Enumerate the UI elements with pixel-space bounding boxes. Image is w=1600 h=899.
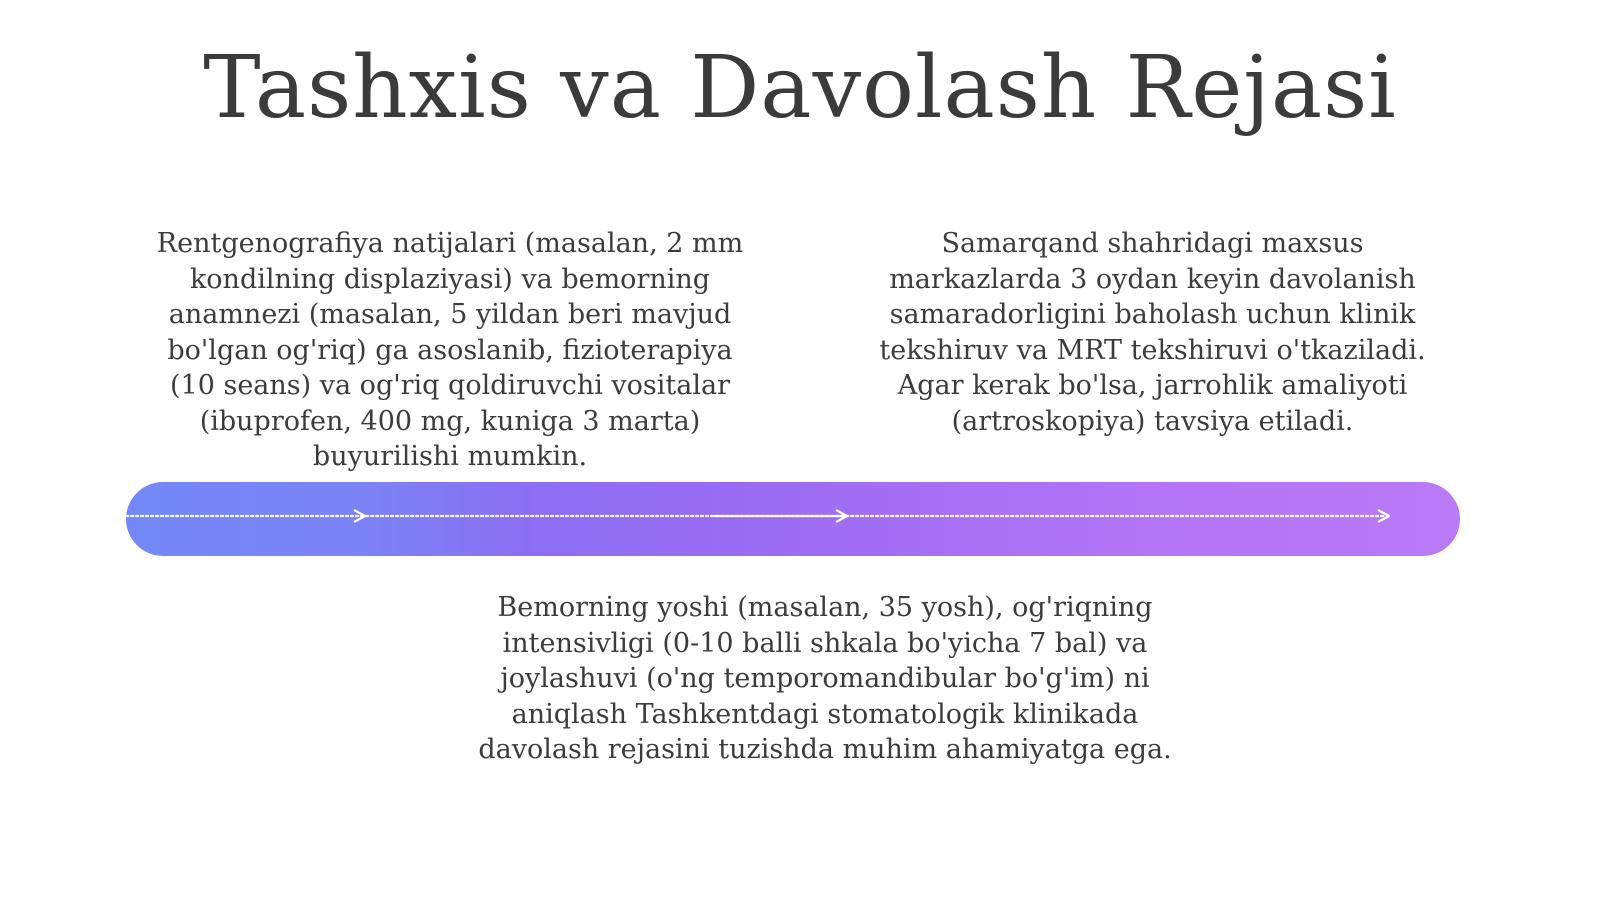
slide-title: Tashxis va Davolash Rejasi <box>203 38 1397 138</box>
text-block-followup: Samarqand shahridagi maxsus markazlarda 3 oydan keyin davolanish samaradorligini baholash uchun klinik tekshiruv va MRT tekshiruvi o'tkaziladi. Agar kerak bo'lsa, jarrohlik amaliyoti (artroskopiya) tavsiya etiladi. <box>879 228 1426 437</box>
timeline-arrows <box>126 482 1460 556</box>
text-block-diagnosis: Rentgenografiya natijalari (masalan, 2 mm kondilning displaziyasi) va bemorning anamnezi (masalan, 5 yildan beri mavjud bo'lgan og'riq) ga asoslanib, fizioterapiya (10 seans) va og'riq qoldiruvchi vositalar (ibuprofen, 400 mg, kuniga 3 marta) buyurilishi mumkin. <box>156 228 744 472</box>
timeline-bar <box>126 482 1460 556</box>
text-block-assessment: Bemorning yoshi (masalan, 35 yosh), og'riqning intensivligi (0-10 balli shkala bo'yicha 7 bal) va joylashuvi (o'ng temporomandibular bo'g'im) ni aniqlash Tashkentdagi stomatologik klinikada davolash rejasini tuzishda muhim ahamiyatga ega. <box>478 592 1172 765</box>
